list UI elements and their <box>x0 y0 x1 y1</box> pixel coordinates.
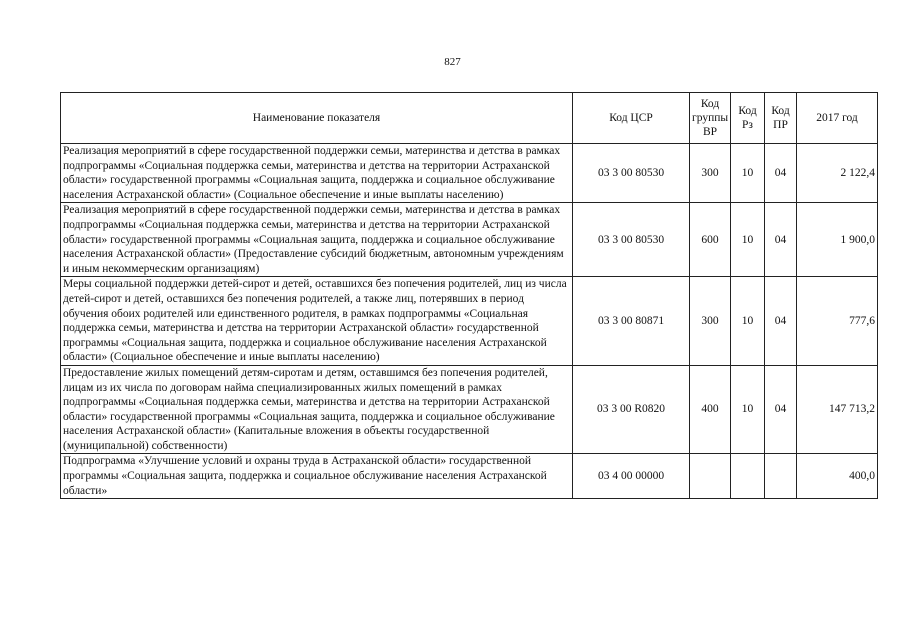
row-pr-code <box>765 454 797 499</box>
row-rz-code: 10 <box>731 144 765 203</box>
header-rz-line1: Код <box>738 105 757 117</box>
row-csr-code: 03 3 00 R0820 <box>573 365 690 454</box>
header-vr-line1: Код <box>700 98 720 110</box>
row-rz-code: 10 <box>731 203 765 277</box>
row-csr-code: 03 3 00 80530 <box>573 144 690 203</box>
row-rz-code: 10 <box>731 365 765 454</box>
row-csr-code: 03 3 00 80871 <box>573 277 690 366</box>
table-row <box>61 203 878 277</box>
header-vr-line3: ВР <box>702 126 718 138</box>
header-rz-code <box>731 93 765 144</box>
row-amount: 1 900,0 <box>797 203 878 277</box>
row-amount: 400,0 <box>797 454 878 499</box>
row-pr-code: 04 <box>765 203 797 277</box>
row-name: Меры социальной поддержки детей-сирот и детей, оставшихся без попечения родителей, лиц из числа детей-сирот и детей, оставшихся без попечения родителей, а также лиц, потерявших в период обучения обоих родителей или единственного родителя, в рамках подпрограммы «Социальная поддержка семьи, материнства и детства на территории Астраханской области» государственной программы «Социальная защита, поддержка и социальное обслуживание населения Астраханской области» (Социальное обеспечение и иные выплаты населению) <box>61 277 573 366</box>
table-row <box>61 365 878 454</box>
row-name: Реализация мероприятий в сфере государственной поддержки семьи, материнства и детства в рамках подпрограммы «Социальная поддержка семьи, материнства и детства на территории Астраханской области» государственной программы «Социальная защита, поддержка и социальное обслуживание населения Астраханской области» (Социальное обеспечение и иные выплаты населению) <box>61 144 573 203</box>
header-vr-line2: группы <box>692 112 729 124</box>
table-header-row <box>61 93 878 144</box>
row-rz-code <box>731 454 765 499</box>
table-row <box>61 144 878 203</box>
row-pr-code: 04 <box>765 277 797 366</box>
header-year: 2017 год <box>797 93 878 144</box>
table-row <box>61 277 878 366</box>
header-name: Наименование показателя <box>61 93 573 144</box>
row-vr-code: 600 <box>690 203 731 277</box>
header-pr-line2: ПР <box>773 119 788 131</box>
row-rz-code: 10 <box>731 277 765 366</box>
row-csr-code: 03 3 00 80530 <box>573 203 690 277</box>
row-vr-code: 300 <box>690 277 731 366</box>
header-pr-code <box>765 93 797 144</box>
row-pr-code: 04 <box>765 144 797 203</box>
row-amount: 777,6 <box>797 277 878 366</box>
table-row <box>61 454 878 499</box>
header-pr-line1: Код <box>771 105 790 117</box>
row-amount: 147 713,2 <box>797 365 878 454</box>
row-name: Предоставление жилых помещений детям-сиротам и детям, оставшимся без попечения родителей, лицам из их числа по договорам найма специализированных жилых помещений в рамках подпрограммы «Социальная поддержка семьи, материнства и детства на территории Астраханской области» государственной программы «Социальная защита, поддержка и социальное обслуживание населения Астраханской области» (Капитальные вложения в объекты государственной (муниципальной) собственности) <box>61 365 573 454</box>
header-rz-line2: Рз <box>742 119 753 131</box>
header-vr-code <box>690 93 731 144</box>
row-vr-code <box>690 454 731 499</box>
budget-table <box>60 92 878 499</box>
row-pr-code: 04 <box>765 365 797 454</box>
row-csr-code: 03 4 00 00000 <box>573 454 690 499</box>
row-amount: 2 122,4 <box>797 144 878 203</box>
page-number: 827 <box>444 56 461 68</box>
row-name: Реализация мероприятий в сфере государственной поддержки семьи, материнства и детства в рамках подпрограммы «Социальная поддержка семьи, материнства и детства на территории Астраханской области» государственной программы «Социальная защита, поддержка и социальное обслуживание населения Астраханской области» (Предоставление субсидий бюджетным, автономным учреждениям и иным некоммерческим организациям) <box>61 203 573 277</box>
header-csr-code: Код ЦСР <box>573 93 690 144</box>
row-vr-code: 300 <box>690 144 731 203</box>
row-name: Подпрограмма «Улучшение условий и охраны труда в Астраханской области» государственной программы «Социальная защита, поддержка и социальное обслуживание населения Астраханской области» <box>61 454 573 499</box>
row-vr-code: 400 <box>690 365 731 454</box>
